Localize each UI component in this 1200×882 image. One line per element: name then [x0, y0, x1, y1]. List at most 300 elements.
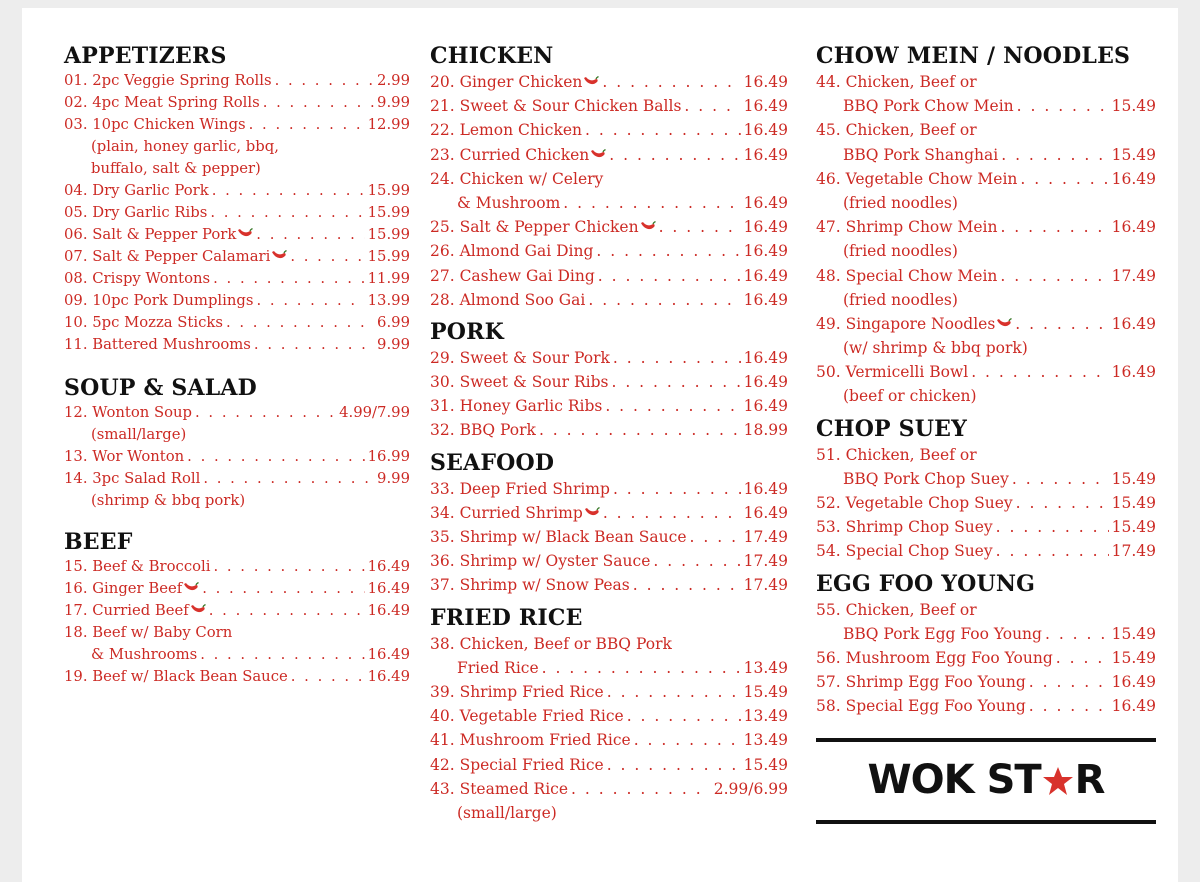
menu-item	[816, 622, 1156, 646]
item-name: (shrimp & bbq pork)	[91, 492, 246, 509]
item-price: 16.49	[1111, 673, 1156, 692]
item-price: 16.49	[743, 218, 788, 237]
item-price: 2.99/6.99	[713, 779, 788, 798]
menu-item	[816, 384, 1156, 408]
menu-item	[430, 704, 788, 728]
menu-item	[64, 556, 410, 578]
item-price: 16.49	[367, 580, 410, 597]
menu-item	[816, 312, 1156, 336]
dot-leader	[971, 360, 1108, 384]
dot-leader	[588, 288, 740, 312]
item-price: 16.49	[743, 193, 788, 212]
item-price: 17.49	[743, 552, 788, 571]
dot-leader	[659, 215, 741, 239]
item-name: 43. Steamed Rice	[430, 779, 569, 798]
menu-item	[430, 728, 788, 752]
item-name: 49. Singapore Noodles	[816, 314, 996, 333]
section-heading: APPETIZERS	[64, 43, 227, 69]
item-name: 21. Sweet & Sour Chicken Balls	[430, 97, 682, 116]
menu-item	[64, 644, 410, 666]
chili-pepper-icon	[996, 312, 1012, 323]
item-price: 16.49	[743, 73, 788, 91]
item-name: 45. Chicken, Beef or	[816, 121, 977, 140]
item-name: & Mushroom	[457, 193, 561, 212]
menu-item	[816, 94, 1156, 118]
dot-leader	[275, 70, 374, 92]
dot-leader	[1056, 646, 1109, 670]
menu-item	[816, 215, 1156, 239]
menu-item	[816, 670, 1156, 694]
dot-leader	[684, 94, 740, 118]
item-name: 38. Chicken, Beef or BBQ Pork	[430, 634, 672, 653]
menu-item	[816, 167, 1156, 191]
item-price: 6.99	[377, 314, 410, 331]
item-name: 57. Shrimp Egg Foo Young	[816, 673, 1026, 692]
item-price: 16.49	[743, 290, 788, 309]
item-name: BBQ Pork Chop Suey	[843, 469, 1009, 488]
menu-item	[64, 92, 410, 114]
item-price: 15.49	[743, 682, 788, 701]
item-price: 16.49	[367, 558, 410, 575]
item-price: 9.99	[377, 94, 410, 111]
item-name: (fried noodles)	[843, 193, 958, 212]
dot-leader	[212, 180, 365, 202]
dot-leader	[607, 753, 741, 777]
dot-leader	[213, 556, 364, 578]
menu-item	[64, 70, 410, 92]
dot-leader	[249, 114, 365, 136]
item-price: 13.49	[743, 707, 788, 726]
menu-column-1	[64, 42, 410, 688]
menu-section	[430, 449, 788, 598]
menu-section	[430, 604, 788, 826]
dot-leader	[1020, 167, 1108, 191]
menu-item	[430, 418, 788, 442]
menu-item	[430, 288, 788, 312]
item-name: 33. Deep Fried Shrimp	[430, 479, 610, 498]
dot-leader	[690, 525, 741, 549]
dot-leader	[602, 70, 740, 94]
menu-item	[430, 94, 788, 118]
item-price: 9.99	[377, 470, 410, 487]
item-name: 24. Chicken w/ Celery	[430, 169, 604, 188]
item-name: 23. Curried Chicken	[430, 145, 590, 164]
wok-star-logo	[816, 754, 1156, 810]
menu-item	[816, 239, 1156, 263]
item-price: 16.49	[367, 646, 410, 663]
dot-leader	[263, 92, 374, 114]
dot-leader	[210, 202, 364, 224]
item-price: 16.99	[367, 448, 410, 465]
item-name: 11. Battered Mushrooms	[64, 336, 251, 353]
menu-item	[64, 424, 410, 446]
item-price: 16.49	[1111, 697, 1156, 716]
menu-item	[816, 443, 1156, 467]
item-name: 17. Curried Beef	[64, 602, 189, 619]
item-price: 16.49	[1111, 314, 1156, 333]
item-name: 35. Shrimp w/ Black Bean Sauce	[430, 528, 687, 546]
menu-item	[816, 288, 1156, 312]
dot-leader	[213, 268, 365, 290]
item-price: 16.49	[743, 373, 788, 392]
menu-item	[816, 467, 1156, 491]
dot-leader	[563, 191, 740, 215]
item-price: 15.49	[1111, 518, 1156, 537]
item-name: 37. Shrimp w/ Snow Peas	[430, 576, 630, 595]
item-name: 40. Vegetable Fried Rice	[430, 707, 624, 726]
item-name: 58. Special Egg Foo Young	[816, 697, 1026, 716]
item-name: 32. BBQ Pork	[430, 421, 536, 440]
dot-leader	[585, 118, 741, 142]
dot-leader	[1001, 143, 1108, 167]
dot-leader	[195, 402, 336, 424]
item-name: 42. Special Fried Rice	[430, 755, 604, 774]
item-price: 17.49	[1111, 266, 1156, 285]
item-price: 15.99	[367, 204, 410, 221]
menu-item	[430, 477, 788, 501]
item-name: 16. Ginger Beef	[64, 580, 183, 597]
item-price: 2.99	[377, 72, 410, 89]
item-price: 16.49	[1111, 363, 1156, 382]
dot-leader	[627, 704, 741, 728]
item-name: 19. Beef w/ Black Bean Sauce	[64, 668, 288, 685]
item-name: 09. 10pc Pork Dumplings	[64, 292, 254, 309]
item-name: 56. Mushroom Egg Foo Young	[816, 648, 1053, 667]
item-name: 31. Honey Garlic Ribs	[430, 397, 603, 416]
item-name: 29. Sweet & Sour Pork	[430, 348, 610, 367]
star-icon	[1042, 758, 1074, 810]
menu-section	[816, 42, 1156, 409]
menu-item	[64, 268, 410, 290]
item-price: 16.49	[743, 145, 788, 164]
item-price: 16.49	[1111, 169, 1156, 188]
chili-pepper-icon	[190, 600, 206, 611]
menu-item	[64, 578, 410, 600]
item-name: 52. Vegetable Chop Suey	[816, 494, 1013, 512]
dot-leader	[613, 477, 741, 501]
item-name: 08. Crispy Wontons	[64, 270, 211, 287]
menu-item	[64, 490, 410, 512]
menu-item	[64, 136, 410, 158]
menu-section	[64, 42, 410, 356]
section-heading: SEAFOOD	[430, 449, 555, 476]
item-name: 30. Sweet & Sour Ribs	[430, 373, 609, 392]
dot-leader	[1000, 215, 1108, 239]
dot-leader	[634, 728, 741, 752]
menu-item	[430, 264, 788, 288]
item-price: 16.49	[743, 348, 788, 367]
chili-pepper-icon	[271, 246, 287, 257]
dot-leader	[256, 224, 364, 246]
item-price: 15.99	[367, 226, 410, 243]
dot-leader	[203, 468, 374, 490]
menu-item	[64, 446, 410, 468]
item-name: (small/large)	[91, 426, 187, 443]
dot-leader	[1029, 694, 1109, 718]
item-name: (small/large)	[457, 803, 557, 822]
item-name: 50. Vermicelli Bowl	[816, 363, 969, 382]
menu-item	[430, 70, 788, 94]
menu-item	[430, 801, 788, 825]
menu-item	[430, 680, 788, 704]
item-name: 15. Beef & Broccoli	[64, 558, 211, 575]
item-name: 51. Chicken, Beef or	[816, 445, 977, 464]
menu-item	[64, 158, 410, 180]
item-price: 16.49	[743, 242, 788, 261]
item-price: 16.49	[1111, 218, 1156, 237]
menu-section	[816, 415, 1156, 564]
item-name: 01. 2pc Veggie Spring Rolls	[64, 72, 272, 89]
menu-item	[816, 646, 1156, 670]
item-name: 34. Curried Shrimp	[430, 503, 583, 522]
item-name: & Mushrooms	[91, 646, 198, 663]
menu-item	[64, 224, 410, 246]
menu-item	[64, 180, 410, 202]
menu-item	[64, 666, 410, 688]
item-name: 48. Special Chow Mein	[816, 266, 998, 285]
chili-pepper-icon	[237, 224, 253, 235]
item-name: 10. 5pc Mozza Sticks	[64, 314, 223, 331]
item-price: 13.49	[743, 658, 788, 677]
dot-leader	[187, 446, 364, 468]
dot-leader	[633, 573, 741, 597]
item-name: BBQ Pork Shanghai	[843, 145, 999, 164]
menu-item	[816, 70, 1156, 94]
section-heading: EGG FOO YOUNG	[816, 570, 1036, 597]
item-name: 07. Salt & Pepper Calamari	[64, 248, 271, 265]
dot-leader	[1016, 491, 1109, 515]
item-name: 26. Almond Gai Ding	[430, 242, 594, 261]
item-name: 04. Dry Garlic Pork	[64, 182, 209, 199]
menu-item	[430, 394, 788, 418]
item-name: 47. Shrimp Chow Mein	[816, 218, 998, 237]
item-name: 13. Wor Wonton	[64, 448, 185, 465]
menu-item	[430, 143, 788, 167]
item-price: 16.49	[743, 397, 788, 416]
section-heading: SOUP & SALAD	[64, 375, 257, 401]
item-price: 13.99	[367, 292, 410, 309]
section-heading: CHOP SUEY	[816, 415, 968, 442]
item-name: 12. Wonton Soup	[64, 404, 193, 421]
item-price: 16.49	[743, 121, 788, 140]
item-price: 15.99	[367, 248, 410, 265]
menu-item	[430, 215, 788, 239]
menu-item	[430, 501, 788, 525]
item-price: 16.49	[743, 479, 788, 498]
menu-item	[430, 239, 788, 263]
chili-pepper-icon	[183, 578, 199, 589]
menu-item	[816, 515, 1156, 539]
item-name: 22. Lemon Chicken	[430, 121, 583, 140]
item-name: 54. Special Chop Suey	[816, 542, 993, 561]
item-name: 05. Dry Garlic Ribs	[64, 204, 208, 221]
menu-item	[64, 202, 410, 224]
item-name: 02. 4pc Meat Spring Rolls	[64, 94, 260, 111]
section-heading: BEEF	[64, 529, 133, 555]
item-name: 44. Chicken, Beef or	[816, 73, 977, 91]
item-name: 06. Salt & Pepper Pork	[64, 226, 237, 243]
dot-leader	[209, 600, 365, 622]
dot-leader	[996, 539, 1109, 563]
dot-leader	[1045, 622, 1109, 646]
menu-item	[816, 491, 1156, 515]
item-name: 53. Shrimp Chop Suey	[816, 518, 993, 537]
menu-item	[64, 312, 410, 334]
menu-item	[430, 656, 788, 680]
item-name: (plain, honey garlic, bbq,	[91, 138, 279, 155]
item-price: 15.99	[367, 182, 410, 199]
menu-item	[430, 549, 788, 573]
item-price: 15.49	[1111, 494, 1156, 512]
dot-leader	[596, 239, 740, 263]
item-name: Fried Rice	[457, 658, 539, 677]
item-price: 17.49	[1111, 542, 1156, 561]
item-name: 18. Beef w/ Baby Corn	[64, 624, 233, 641]
dot-leader	[200, 644, 364, 666]
item-price: 16.49	[367, 602, 410, 619]
item-name: 03. 10pc Chicken Wings	[64, 116, 246, 133]
dot-leader	[613, 346, 741, 370]
item-name: BBQ Pork Chow Mein	[843, 97, 1014, 116]
logo-block	[816, 738, 1156, 824]
menu-item	[430, 346, 788, 370]
item-name: 46. Vegetable Chow Mein	[816, 169, 1018, 188]
dot-leader	[653, 549, 740, 573]
dot-leader	[1000, 264, 1108, 288]
menu-page	[22, 8, 1178, 882]
item-price: 15.49	[743, 755, 788, 774]
dot-leader	[996, 515, 1109, 539]
item-price: 17.49	[743, 528, 788, 546]
menu-item	[430, 777, 788, 801]
item-name: 14. 3pc Salad Roll	[64, 470, 201, 487]
item-name: (fried noodles)	[843, 290, 958, 309]
menu-section	[64, 374, 410, 512]
menu-column-3	[816, 42, 1156, 719]
dot-leader	[1017, 94, 1109, 118]
dot-leader	[254, 334, 374, 356]
item-price: 17.49	[743, 576, 788, 595]
item-price: 18.99	[743, 421, 788, 440]
item-name: BBQ Pork Egg Foo Young	[843, 624, 1042, 643]
menu-item	[430, 753, 788, 777]
menu-item	[816, 539, 1156, 563]
menu-item	[816, 360, 1156, 384]
menu-item	[430, 118, 788, 142]
section-heading: PORK	[430, 318, 504, 345]
dot-leader	[1029, 670, 1109, 694]
menu-item	[64, 402, 410, 424]
item-name: 25. Salt & Pepper Chicken	[430, 218, 639, 237]
item-price: 13.49	[743, 731, 788, 750]
dot-leader	[539, 418, 741, 442]
menu-item	[64, 468, 410, 490]
dot-leader	[257, 290, 365, 312]
menu-item	[430, 525, 788, 549]
item-name: 55. Chicken, Beef or	[816, 600, 977, 619]
item-price: 16.49	[367, 668, 410, 685]
dot-leader	[609, 143, 740, 167]
menu-section	[64, 528, 410, 688]
item-price: 11.99	[367, 270, 410, 287]
dot-leader	[542, 656, 741, 680]
menu-item	[64, 334, 410, 356]
chili-pepper-icon	[640, 215, 656, 226]
menu-item	[430, 370, 788, 394]
item-name: buffalo, salt & pepper)	[91, 160, 261, 177]
item-price: 15.49	[1111, 648, 1156, 667]
menu-section	[816, 570, 1156, 719]
dot-leader	[603, 501, 741, 525]
section-heading: CHICKEN	[430, 43, 554, 69]
section-heading: FRIED RICE	[430, 604, 583, 631]
item-price: 4.99/7.99	[339, 404, 410, 421]
dot-leader	[605, 394, 740, 418]
menu-item	[64, 246, 410, 268]
chili-pepper-icon	[583, 70, 599, 81]
dot-leader	[226, 312, 374, 334]
logo-text-right: R	[1074, 757, 1105, 803]
item-price: 15.49	[1111, 624, 1156, 643]
menu-column-2	[430, 42, 788, 825]
item-name: (beef or chicken)	[843, 387, 977, 406]
menu-item	[64, 600, 410, 622]
menu-section	[430, 42, 788, 312]
menu-item	[430, 167, 788, 191]
section-heading: CHOW MEIN / NOODLES	[816, 43, 1131, 69]
dot-leader	[1012, 467, 1109, 491]
item-price: 12.99	[367, 116, 410, 133]
menu-item	[816, 264, 1156, 288]
item-name: 20. Ginger Chicken	[430, 73, 583, 91]
item-name: (fried noodles)	[843, 242, 958, 261]
dot-leader	[571, 777, 711, 801]
item-price: 15.49	[1111, 469, 1156, 488]
menu-item	[816, 694, 1156, 718]
item-price: 15.49	[1111, 97, 1156, 116]
chili-pepper-icon	[584, 501, 600, 512]
dot-leader	[291, 666, 365, 688]
menu-item	[430, 573, 788, 597]
dot-leader	[607, 680, 741, 704]
menu-item	[816, 143, 1156, 167]
menu-item	[430, 191, 788, 215]
menu-item	[64, 290, 410, 312]
dot-leader	[598, 264, 741, 288]
menu-item	[430, 632, 788, 656]
chili-pepper-icon	[590, 143, 606, 154]
menu-item	[64, 114, 410, 136]
logo-text-left: WOK ST	[867, 757, 1041, 803]
dot-leader	[1015, 312, 1108, 336]
logo-top-rule	[816, 738, 1156, 742]
menu-item	[64, 622, 410, 644]
item-price: 16.49	[743, 503, 788, 522]
logo-bottom-rule	[816, 820, 1156, 824]
menu-item	[816, 598, 1156, 622]
menu-item	[816, 191, 1156, 215]
item-price: 9.99	[377, 336, 410, 353]
dot-leader	[202, 578, 364, 600]
menu-item	[816, 118, 1156, 142]
item-price: 15.49	[1111, 145, 1156, 164]
item-name: 41. Mushroom Fried Rice	[430, 731, 631, 750]
menu-item	[816, 336, 1156, 360]
menu-section	[430, 318, 788, 443]
item-name: 39. Shrimp Fried Rice	[430, 682, 604, 701]
item-name: 28. Almond Soo Gai	[430, 290, 586, 309]
item-price: 16.49	[743, 266, 788, 285]
